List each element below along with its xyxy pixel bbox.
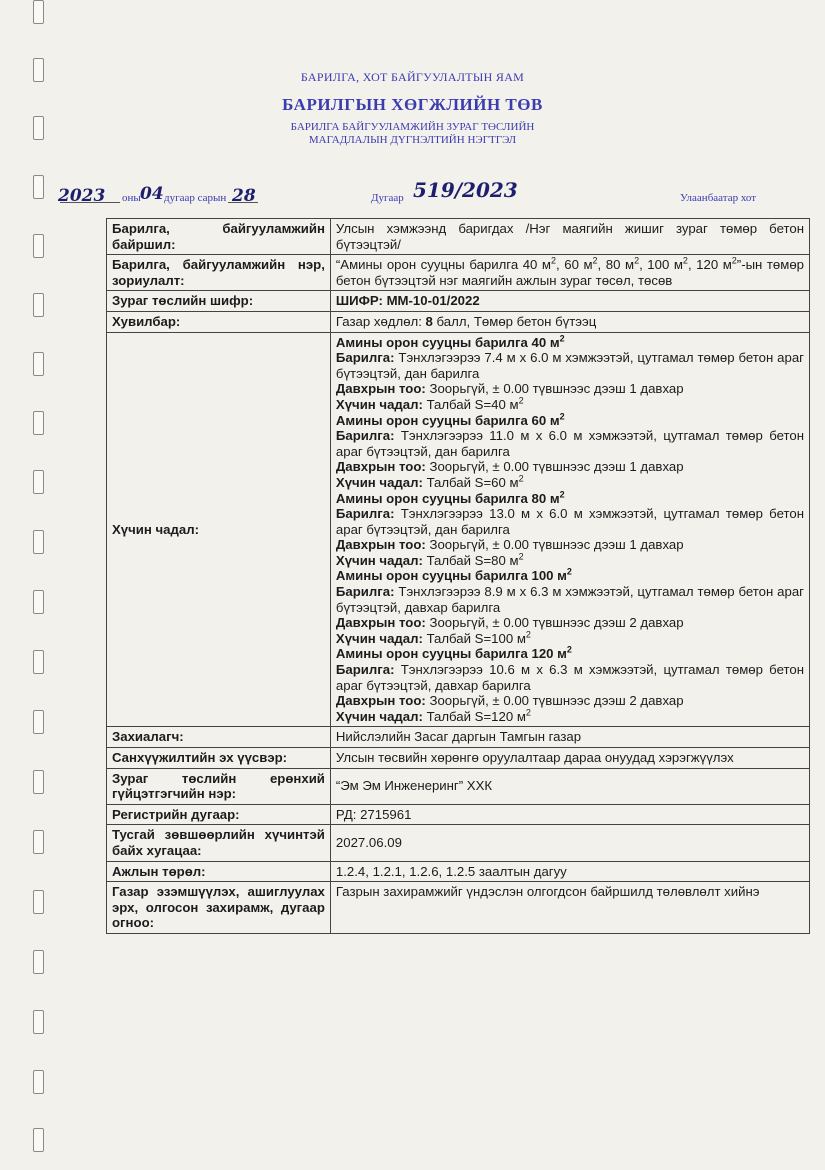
table-row (107, 825, 810, 861)
capacity-building: Барилга: Тэнхлэгээрээ 10.6 м х 6.3 м хэмжээтэй, цутгамал төмөр бетон араг бүтээцтэй, давхар барилга (335, 662, 804, 693)
handwritten-day: 28 (232, 186, 256, 206)
sup: 2 (551, 255, 557, 266)
binder-hole (33, 1128, 44, 1152)
table-row (107, 332, 810, 727)
license-value: 2027.06.09 (330, 825, 809, 861)
date-line (0, 178, 825, 214)
capacity-building: Барилга: Тэнхлэгээрээ 7.4 м х 6.0 м хэмжээтэй, цутгамал төмөр бетон араг бүтээцтэй, дан барилга (335, 350, 804, 381)
binder-hole (33, 710, 44, 734)
binder-hole (33, 950, 44, 974)
work-type-value: 1.2.4, 1.2.1, 1.2.6, 1.2.5 заалтын дагуу (330, 861, 809, 882)
capacity-area: Хүчин чадал: Талбай S=120 $м^2$ (335, 707, 531, 724)
organization-name: БАРИЛГЫН ХӨГЖЛИЙН ТӨВ (282, 95, 543, 114)
info-table (106, 218, 810, 934)
binder-hole (33, 590, 44, 614)
customer-value: Нийслэлийн Засаг даргын Тамгын газар (330, 727, 809, 748)
capacity-area: Хүчин чадал: Талбай S=100 $м^2$ (335, 629, 531, 646)
capacity-area: Хүчин чадал: Талбай S=80 $м^2$ (335, 551, 524, 568)
location-label: Барилга, байгууламжийн байршил: (107, 219, 331, 255)
binder-hole (33, 830, 44, 854)
letterhead (0, 70, 825, 147)
table-row (107, 311, 810, 332)
table-row (107, 804, 810, 825)
capacity-building: Барилга: Тэнхлэгээрээ 11.0 м х 6.0 м хэмжээтэй, цутгамал төмөр бетон араг бүтээцтэй, дан барилга (335, 428, 804, 459)
capacity-block (336, 646, 804, 724)
capacity-area: Хүчин чадал: Талбай S=40 $м^2$ (335, 395, 524, 412)
capacity-building: Барилга: Тэнхлэгээрээ 13.0 м х 6.0 м хэмжээтэй, цутгамал төмөр бетон араг бүтээцтэй, дан барилга (335, 506, 804, 537)
capacity-building: Барилга: Тэнхлэгээрээ 8.9 м х 6.3 м хэмжээтэй, цутгамал төмөр бетон араг бүтээцтэй, давхар барилга (335, 584, 804, 615)
cipher-value: ШИФР: ММ-10-01/2022 (330, 291, 809, 312)
designer-value: “Эм Эм Инженеринг” ХХК (330, 768, 809, 804)
capacity-floors: Давхрын тоо: Зоорьгүй, ± 0.00 түвшнээс дээш 2 давхар (335, 615, 684, 631)
variant-part-1: Газар хөдлөл: (335, 313, 426, 329)
name-value (330, 255, 809, 291)
land-label: Газар эзэмшүүлэх, ашиглуулах эрх, олгосон захирамж, дугаар огноо: (107, 882, 331, 934)
number-label: Дугаар (371, 192, 404, 204)
funding-value: Улсын төсвийн хөрөнгө оруулалтаар дараа онуудад хэрэгжүүлэх (330, 748, 809, 769)
binder-hole (33, 352, 44, 376)
year-suffix: оны (122, 192, 141, 204)
table-row (107, 882, 810, 934)
sup: 2 (634, 255, 640, 266)
binder-hole (33, 234, 44, 258)
designer-label: Зураг төслийн ерөнхий гүйцэтгэгчийн нэр: (107, 768, 331, 804)
city: Улаанбаатар хот (680, 192, 757, 204)
name-part-2: , 60 м (556, 257, 593, 273)
binder-hole (33, 1070, 44, 1094)
binder-hole (33, 1010, 44, 1034)
capacity-title: Амины орон сууцны барилга 40 $м^2$ (335, 333, 565, 350)
capacity-floors: Давхрын тоо: Зоорьгүй, ± 0.00 түвшнээс дээш 1 давхар (335, 537, 684, 553)
binder-hole (33, 470, 44, 494)
capacity-block (336, 491, 804, 569)
variant-part-2: балл, Төмөр бетон бүтээц (432, 313, 597, 329)
year-underline (60, 202, 120, 203)
department-line-1: БАРИЛГА БАЙГУУЛАМЖИЙН ЗУРАГ ТӨСЛИЙН (290, 121, 535, 133)
table-row (107, 255, 810, 291)
name-part-5: , 120 м (687, 257, 732, 273)
binder-hole (33, 890, 44, 914)
registration-value: РД: 2715961 (330, 804, 809, 825)
name-part-1: “Амины орон сууцны барилга 40 м (335, 257, 551, 273)
sup: 2 (592, 255, 598, 266)
variant-label: Хувилбар: (107, 311, 331, 332)
binder-hole (33, 293, 44, 317)
binder-hole (33, 770, 44, 794)
land-value: Газрын захирамжийг үндэслэн олгогдсон байршилд төлөвлөлт хийнэ (330, 882, 809, 934)
department-line-2: МАГАДЛАЛЫН ДҮГНЭЛТИЙН НЭГТГЭЛ (308, 134, 517, 146)
binder-hole (33, 411, 44, 435)
capacity-floors: Давхрын тоо: Зоорьгүй, ± 0.00 түвшнээс дээш 1 давхар (335, 381, 684, 397)
variant-value (330, 311, 809, 332)
capacity-title: Амины орон сууцны барилга 60 $м^2$ (335, 411, 565, 428)
license-label: Тусгай зөвшөөрлийн хүчинтэй байх хугацаа: (107, 825, 331, 861)
funding-label: Санхүүжилтийн эх үүсвэр: (107, 748, 331, 769)
capacity-value (330, 332, 809, 727)
name-part-4: , 100 м (639, 257, 683, 273)
cipher-label: Зураг төслийн шифр: (107, 291, 331, 312)
binder-hole (33, 650, 44, 674)
table-row (107, 291, 810, 312)
table-row (107, 219, 810, 255)
capacity-title: Амины орон сууцны барилга 100 $м^2$ (335, 567, 572, 584)
location-value: Улсын хэмжээнд баригдах /Нэг маягийн жишиг зураг төмөр бетон бүтээцтэй/ (330, 219, 809, 255)
sup: 2 (682, 255, 688, 266)
handwritten-year: 2023 (58, 186, 106, 206)
customer-label: Захиалагч: (107, 727, 331, 748)
ministry-name: БАРИЛГА, ХОТ БАЙГУУЛАЛТЫН ЯАМ (300, 70, 525, 84)
name-part-3: , 80 м (597, 257, 635, 273)
table-row (107, 727, 810, 748)
handwritten-number: 519/2023 (413, 178, 518, 202)
sup: 2 (731, 255, 737, 266)
capacity-floors: Давхрын тоо: Зоорьгүй, ± 0.00 түвшнээс дээш 1 давхар (335, 459, 684, 475)
capacity-block (336, 568, 804, 646)
binder-hole (33, 0, 44, 24)
registration-label: Регистрийн дугаар: (107, 804, 331, 825)
capacity-block (336, 335, 804, 413)
department-name (0, 121, 825, 147)
name-label: Барилга, байгууламжийн нэр, зориулалт: (107, 255, 331, 291)
work-type-label: Ажлын төрөл: (107, 861, 331, 882)
capacity-area: Хүчин чадал: Талбай S=60 $м^2$ (335, 473, 524, 490)
capacity-title: Амины орон сууцны барилга 80 $м^2$ (335, 489, 565, 506)
binder-hole (33, 530, 44, 554)
table-row (107, 748, 810, 769)
binder-holes (33, 0, 47, 1170)
handwritten-month: 04 (140, 184, 164, 204)
month-suffix: дугаар сарын (164, 192, 227, 204)
name-part-6: ”-ын төмөр бетон бүтээцтэй нэг маягийн ажлын зураг төсөл, төсөв (335, 257, 805, 288)
capacity-title: Амины орон сууцны барилга 120 $м^2$ (335, 645, 572, 662)
capacity-block (336, 413, 804, 491)
variant-bold: 8 (425, 313, 433, 329)
capacity-label: Хүчин чадал: (107, 332, 331, 727)
capacity-floors: Давхрын тоо: Зоорьгүй, ± 0.00 түвшнээс дээш 2 давхар (335, 693, 684, 709)
table-row (107, 861, 810, 882)
table-row (107, 768, 810, 804)
